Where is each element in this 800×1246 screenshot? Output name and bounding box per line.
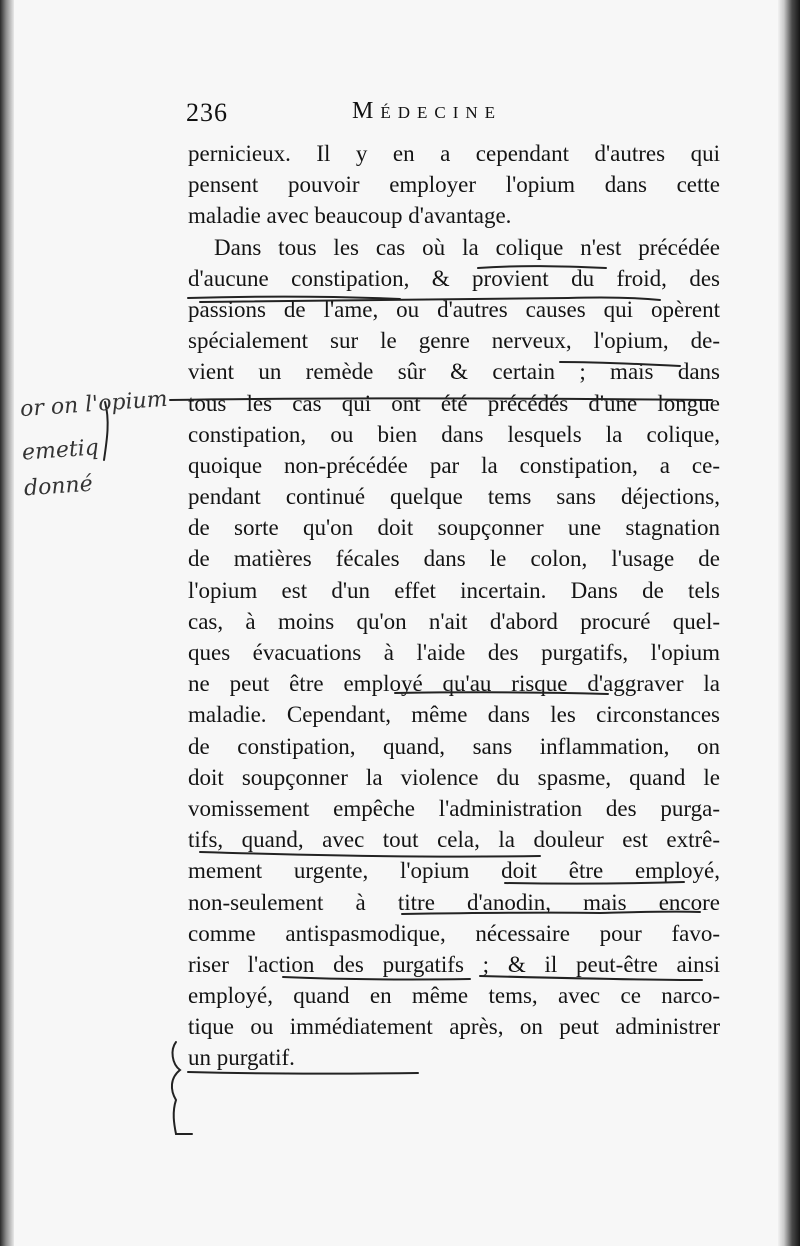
text-line: pensent pouvoir employer l'opium dans cette [188, 172, 720, 198]
text-line: vient un remède sûr & certain ; mais dans [188, 359, 720, 385]
text-line: spécialement sur le genre nerveux, l'opium, de- [188, 328, 720, 354]
underline-mark [505, 882, 684, 884]
text-line: vomissement empêche l'administration des purga- [188, 795, 720, 821]
text-line: non-seulement à titre d'anodin, mais encore [188, 889, 720, 915]
text-line: de constipation, quand, sans inflammation, on [188, 733, 720, 759]
text-line: pendant continué quelque tems sans déjections, [188, 484, 720, 510]
text-line: tique ou immédiatement après, on peut administrer [188, 1014, 720, 1040]
underline-mark [480, 976, 702, 980]
text-line: tifs, quand, avec tout cela, la douleur est extrê- [188, 827, 720, 853]
margin-note: emetiq [21, 435, 100, 466]
text-line: passions de l'ame, ou d'autres causes qui opèrent [188, 296, 720, 322]
bracket-mark [172, 1042, 192, 1134]
underline-mark [200, 852, 540, 857]
underline-mark [188, 297, 400, 299]
underline-mark [395, 692, 608, 694]
text-line: de sorte qu'on doit soupçonner une stagnation [188, 515, 720, 541]
text-line: maladie avec beaucoup d'avantage. [188, 203, 512, 229]
page-number: 236 [186, 98, 228, 127]
text-line: doit soupçonner la violence du spasme, quand le [188, 764, 720, 790]
text-line: tous les cas qui ont été précédés d'une longue [188, 390, 720, 416]
underline-mark [478, 266, 606, 268]
text-line: un purgatif. [188, 1045, 295, 1071]
text-line: maladie. Cependant, même dans les circonstances [188, 702, 720, 728]
margin-note: donné [23, 471, 94, 502]
underline-mark [200, 297, 660, 302]
text-line: employé, quand en même tems, avec ce narco- [188, 983, 720, 1009]
text-line: pernicieux. Il y en a cependant d'autres qui [188, 141, 720, 166]
margin-note: or on l'opium [19, 386, 169, 423]
text-line: l'opium est d'un effet incertain. Dans de tels [188, 577, 720, 603]
text-line: Dans tous les cas où la colique n'est précédée [214, 234, 720, 260]
running-head: Médecine [352, 98, 503, 124]
text-line: ne peut être employé qu'au risque d'aggraver la [188, 671, 720, 697]
underline-mark [402, 912, 700, 914]
text-line: comme antispasmodique, nécessaire pour favo- [188, 920, 720, 946]
text-line: d'aucune constipation, & provient du froid, des [188, 265, 720, 291]
text-line: de matières fécales dans le colon, l'usage de [188, 546, 720, 572]
underline-mark [560, 362, 680, 366]
text-line: riser l'action des purgatifs ; & il peut-être ainsi [188, 951, 720, 977]
text-line: ques évacuations à l'aide des purgatifs, l'opium [188, 640, 720, 665]
underline-mark [283, 977, 470, 979]
underline-mark [170, 399, 712, 401]
underline-mark [188, 1072, 418, 1074]
text-line: quoique non-précédée par la constipation, a ce- [188, 452, 720, 478]
text-line: mement urgente, l'opium doit être employé, [188, 858, 720, 884]
text-line: constipation, ou bien dans lesquels la colique, [188, 421, 720, 447]
text-line: cas, à moins qu'on n'ait d'abord procuré quel- [188, 608, 720, 634]
